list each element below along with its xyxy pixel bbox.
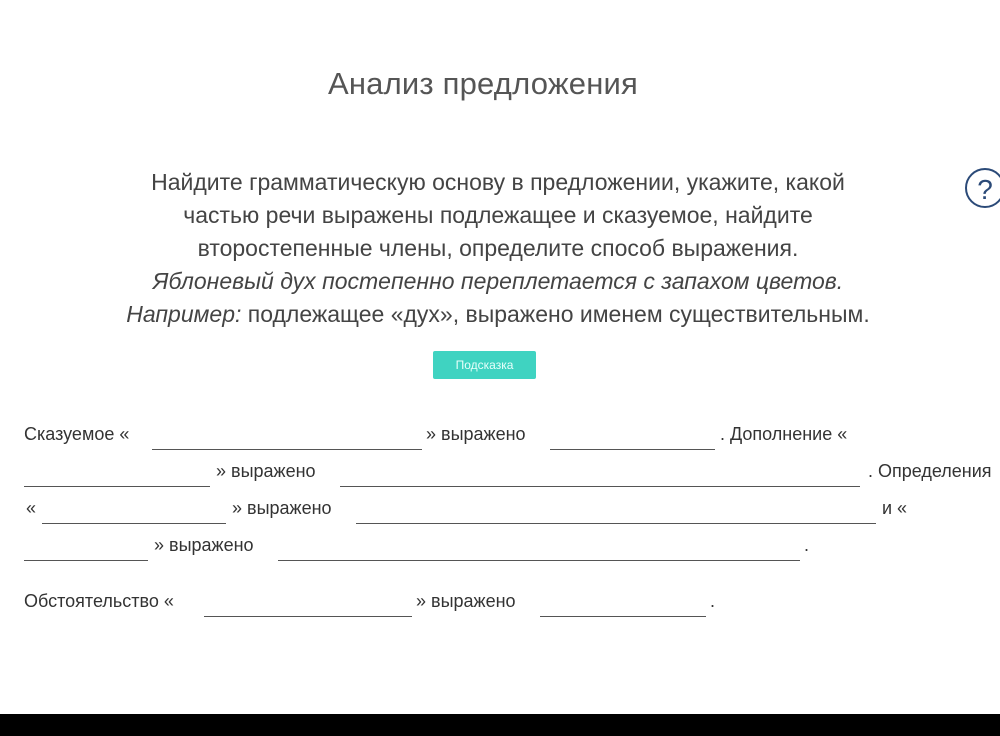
attribute-2-expressed-label: » выражено bbox=[154, 535, 254, 555]
circumstance-expressed-label: » выражено bbox=[416, 591, 516, 611]
attribute-label: . Определения bbox=[868, 461, 992, 481]
attribute-2-period: . bbox=[804, 535, 810, 555]
predicate-label: Сказуемое « bbox=[24, 424, 130, 444]
attribute-1-expression-input[interactable] bbox=[356, 501, 876, 524]
hint-button[interactable]: Подсказка bbox=[433, 351, 536, 379]
attribute-1-input[interactable] bbox=[42, 501, 226, 524]
predicate-expression-input[interactable] bbox=[550, 427, 715, 450]
page-title: Анализ предложения bbox=[327, 66, 639, 101]
task-line-2: частью речи выражены подлежащее и сказуемое, найдите bbox=[183, 202, 813, 228]
circumstance-input[interactable] bbox=[204, 594, 412, 617]
circumstance-label: Обстоятельство « bbox=[24, 591, 174, 611]
and-quote-label: и « bbox=[882, 498, 908, 518]
predicate-expressed-label: » выражено bbox=[426, 424, 526, 444]
object-input[interactable] bbox=[24, 464, 210, 487]
task-line-3: второстепенные члены, определите способ выражения. bbox=[197, 235, 799, 261]
attribute-1-expressed-label: » выражено bbox=[232, 498, 332, 518]
object-label: . Дополнение « bbox=[720, 424, 848, 444]
help-icon[interactable]: ? bbox=[965, 168, 1000, 208]
attribute-2-input[interactable] bbox=[24, 538, 148, 561]
predicate-input[interactable] bbox=[152, 427, 422, 450]
example-text: подлежащее «дух», выражено именем существительным. bbox=[241, 301, 870, 327]
object-expressed-label: » выражено bbox=[216, 461, 316, 481]
task-text bbox=[30, 166, 966, 331]
circumstance-expression-input[interactable] bbox=[540, 594, 706, 617]
bottom-bar bbox=[0, 714, 1000, 736]
object-expression-input[interactable] bbox=[340, 464, 860, 487]
task-sentence: Яблоневый дух постепенно переплетается с запахом цветов. bbox=[152, 268, 844, 294]
example-label: Например: bbox=[126, 301, 242, 327]
circumstance-period: . bbox=[710, 591, 716, 611]
attribute-2-expression-input[interactable] bbox=[278, 538, 800, 561]
attribute-open-quote: « bbox=[26, 498, 37, 518]
task-example bbox=[30, 298, 966, 331]
task-line-1: Найдите грамматическую основу в предложении, укажите, какой bbox=[151, 169, 845, 195]
